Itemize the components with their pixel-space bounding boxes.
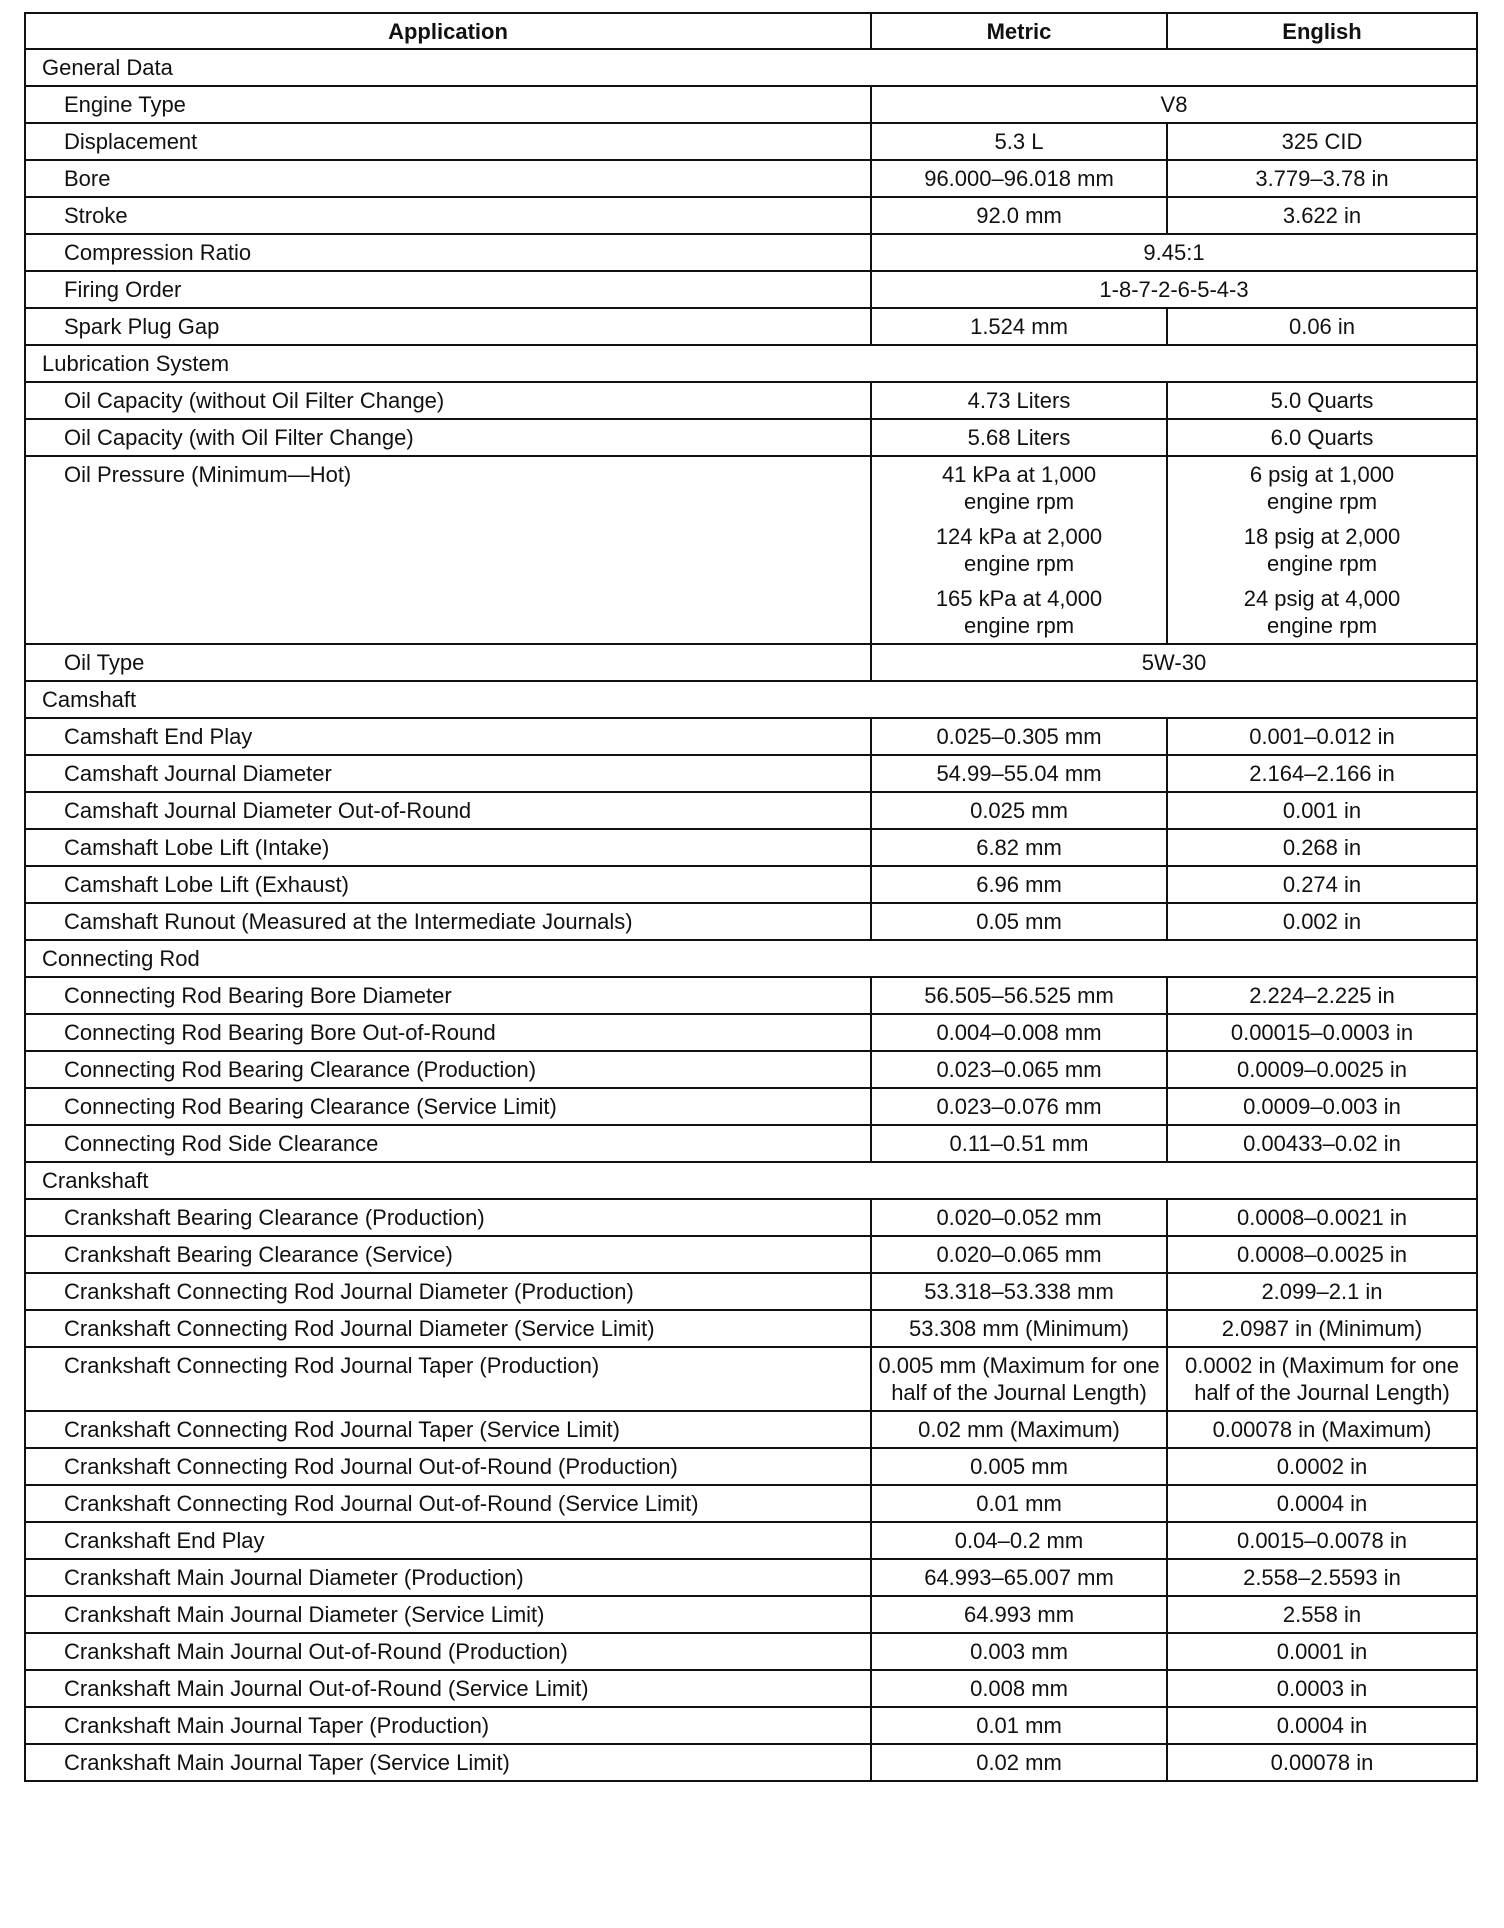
section-title: Connecting Rod	[25, 940, 1477, 977]
metric-value: 0.005 mm	[871, 1448, 1167, 1485]
table-row	[25, 792, 1477, 829]
english-value: 3.622 in	[1167, 197, 1477, 234]
metric-value: 0.004–0.008 mm	[871, 1014, 1167, 1051]
metric-value: 0.01 mm	[871, 1485, 1167, 1522]
row-label: Oil Capacity (with Oil Filter Change)	[25, 419, 871, 456]
english-value: 2.558 in	[1167, 1596, 1477, 1633]
metric-line: 165 kPa at 4,000	[935, 586, 1103, 611]
row-label: Connecting Rod Side Clearance	[25, 1125, 871, 1162]
row-label: Oil Type	[25, 644, 871, 681]
section-title: General Data	[25, 49, 1477, 86]
english-value: 0.0015–0.0078 in	[1167, 1522, 1477, 1559]
english-line: 24 psig at 4,000	[1243, 586, 1401, 611]
metric-value: 0.020–0.052 mm	[871, 1199, 1167, 1236]
table-row	[25, 123, 1477, 160]
table-row	[25, 456, 1477, 644]
section-crankshaft	[25, 1162, 1477, 1199]
table-row	[25, 1236, 1477, 1273]
metric-value: 0.005 mm (Maximum for one half of the Journal Length)	[871, 1347, 1167, 1411]
table-row	[25, 1559, 1477, 1596]
metric-value: 0.008 mm	[871, 1670, 1167, 1707]
metric-value: 64.993 mm	[871, 1596, 1167, 1633]
metric-value: 1.524 mm	[871, 308, 1167, 345]
section-title: Lubrication System	[25, 345, 1477, 382]
row-label: Engine Type	[25, 86, 871, 123]
metric-value: 5.3 L	[871, 123, 1167, 160]
english-value: 3.779–3.78 in	[1167, 160, 1477, 197]
table-row	[25, 1670, 1477, 1707]
english-value: 0.00433–0.02 in	[1167, 1125, 1477, 1162]
section-connecting-rod	[25, 940, 1477, 977]
english-value: 0.00078 in (Maximum)	[1167, 1411, 1477, 1448]
english-value: 0.268 in	[1167, 829, 1477, 866]
table-row	[25, 977, 1477, 1014]
table-row	[25, 1088, 1477, 1125]
metric-value: 0.01 mm	[871, 1707, 1167, 1744]
english-value: 0.0008–0.0021 in	[1167, 1199, 1477, 1236]
table-row	[25, 419, 1477, 456]
english-value: 0.00078 in	[1167, 1744, 1477, 1781]
metric-value: 4.73 Liters	[871, 382, 1167, 419]
table-row	[25, 1744, 1477, 1781]
english-value: 6.0 Quarts	[1167, 419, 1477, 456]
row-label: Camshaft Journal Diameter	[25, 755, 871, 792]
engine-spec-table	[24, 12, 1478, 1782]
metric-value: 64.993–65.007 mm	[871, 1559, 1167, 1596]
row-label: Displacement	[25, 123, 871, 160]
row-label: Crankshaft Main Journal Diameter (Service Limit)	[25, 1596, 871, 1633]
row-label: Crankshaft Bearing Clearance (Production)	[25, 1199, 871, 1236]
metric-value: 0.023–0.076 mm	[871, 1088, 1167, 1125]
table-row	[25, 1014, 1477, 1051]
english-value: 0.0001 in	[1167, 1633, 1477, 1670]
metric-value: 53.308 mm (Minimum)	[871, 1310, 1167, 1347]
table-row	[25, 1347, 1477, 1411]
metric-value: 0.05 mm	[871, 903, 1167, 940]
english-value: 0.0008–0.0025 in	[1167, 1236, 1477, 1273]
table-row	[25, 160, 1477, 197]
english-value: 5.0 Quarts	[1167, 382, 1477, 419]
english-value: 0.0009–0.003 in	[1167, 1088, 1477, 1125]
english-line: engine rpm	[1266, 489, 1378, 514]
metric-value: 0.02 mm (Maximum)	[871, 1411, 1167, 1448]
english-value: 0.0004 in	[1167, 1707, 1477, 1744]
english-value: 2.558–2.5593 in	[1167, 1559, 1477, 1596]
row-label: Oil Pressure (Minimum—Hot)	[25, 456, 871, 644]
table-row	[25, 755, 1477, 792]
table-row	[25, 866, 1477, 903]
metric-value: 6.96 mm	[871, 866, 1167, 903]
row-label: Crankshaft Connecting Rod Journal Taper (Service Limit)	[25, 1411, 871, 1448]
english-value: 2.099–2.1 in	[1167, 1273, 1477, 1310]
english-value: 2.0987 in (Minimum)	[1167, 1310, 1477, 1347]
table-row	[25, 86, 1477, 123]
metric-value: 6.82 mm	[871, 829, 1167, 866]
english-value: 0.001–0.012 in	[1167, 718, 1477, 755]
metric-value: 0.025 mm	[871, 792, 1167, 829]
table-row	[25, 1633, 1477, 1670]
english-value: 0.0002 in	[1167, 1448, 1477, 1485]
section-title: Crankshaft	[25, 1162, 1477, 1199]
row-label: Camshaft Lobe Lift (Exhaust)	[25, 866, 871, 903]
english-line: engine rpm	[1266, 551, 1378, 576]
english-value: 0.06 in	[1167, 308, 1477, 345]
row-value: 9.45:1	[871, 234, 1477, 271]
row-label: Crankshaft Main Journal Out-of-Round (Production)	[25, 1633, 871, 1670]
section-lubrication-system	[25, 345, 1477, 382]
metric-line: engine rpm	[963, 489, 1075, 514]
english-value: 0.0009–0.0025 in	[1167, 1051, 1477, 1088]
row-label: Compression Ratio	[25, 234, 871, 271]
header-metric: Metric	[871, 13, 1167, 49]
table-header-row	[25, 13, 1477, 49]
section-title: Camshaft	[25, 681, 1477, 718]
row-label: Crankshaft Connecting Rod Journal Out-of-Round (Service Limit)	[25, 1485, 871, 1522]
table-row	[25, 1522, 1477, 1559]
row-label: Connecting Rod Bearing Clearance (Service Limit)	[25, 1088, 871, 1125]
metric-value: 96.000–96.018 mm	[871, 160, 1167, 197]
english-value: 0.00015–0.0003 in	[1167, 1014, 1477, 1051]
metric-value: 0.003 mm	[871, 1633, 1167, 1670]
table-row	[25, 1707, 1477, 1744]
header-english: English	[1167, 13, 1477, 49]
table-row	[25, 903, 1477, 940]
table-row	[25, 1199, 1477, 1236]
row-label: Stroke	[25, 197, 871, 234]
row-label: Camshaft End Play	[25, 718, 871, 755]
metric-line: 124 kPa at 2,000	[935, 524, 1103, 549]
metric-value: 92.0 mm	[871, 197, 1167, 234]
metric-line: 41 kPa at 1,000	[941, 462, 1097, 487]
english-value: 325 CID	[1167, 123, 1477, 160]
table-row	[25, 1448, 1477, 1485]
metric-value: 5.68 Liters	[871, 419, 1167, 456]
row-label: Crankshaft End Play	[25, 1522, 871, 1559]
row-label: Crankshaft Main Journal Taper (Service Limit)	[25, 1744, 871, 1781]
english-line: 18 psig at 2,000	[1243, 524, 1401, 549]
table-row	[25, 1125, 1477, 1162]
table-row	[25, 197, 1477, 234]
table-row	[25, 1485, 1477, 1522]
row-label: Crankshaft Connecting Rod Journal Out-of-Round (Production)	[25, 1448, 871, 1485]
metric-value: 0.02 mm	[871, 1744, 1167, 1781]
table-row	[25, 308, 1477, 345]
english-value: 0.001 in	[1167, 792, 1477, 829]
metric-value: 0.023–0.065 mm	[871, 1051, 1167, 1088]
row-label: Connecting Rod Bearing Clearance (Production)	[25, 1051, 871, 1088]
section-camshaft	[25, 681, 1477, 718]
english-value: 0.0003 in	[1167, 1670, 1477, 1707]
row-value: 5W-30	[871, 644, 1477, 681]
row-label: Crankshaft Connecting Rod Journal Taper (Production)	[25, 1347, 871, 1411]
table-row	[25, 234, 1477, 271]
english-value: 0.0004 in	[1167, 1485, 1477, 1522]
metric-value: 53.318–53.338 mm	[871, 1273, 1167, 1310]
row-label: Camshaft Lobe Lift (Intake)	[25, 829, 871, 866]
row-value: 1-8-7-2-6-5-4-3	[871, 271, 1477, 308]
table-row	[25, 271, 1477, 308]
row-label: Crankshaft Main Journal Diameter (Production)	[25, 1559, 871, 1596]
row-label: Bore	[25, 160, 871, 197]
english-value: 2.164–2.166 in	[1167, 755, 1477, 792]
table-row	[25, 829, 1477, 866]
row-value: V8	[871, 86, 1477, 123]
row-label: Oil Capacity (without Oil Filter Change)	[25, 382, 871, 419]
table-row	[25, 1273, 1477, 1310]
row-label: Crankshaft Connecting Rod Journal Diameter (Production)	[25, 1273, 871, 1310]
row-label: Crankshaft Connecting Rod Journal Diameter (Service Limit)	[25, 1310, 871, 1347]
metric-value: 0.04–0.2 mm	[871, 1522, 1167, 1559]
table-row	[25, 1051, 1477, 1088]
metric-value: 0.11–0.51 mm	[871, 1125, 1167, 1162]
english-value: 2.224–2.225 in	[1167, 977, 1477, 1014]
row-label: Camshaft Runout (Measured at the Intermediate Journals)	[25, 903, 871, 940]
table-row	[25, 644, 1477, 681]
english-value: 0.274 in	[1167, 866, 1477, 903]
table-row	[25, 1411, 1477, 1448]
row-label: Connecting Rod Bearing Bore Diameter	[25, 977, 871, 1014]
metric-value: 0.020–0.065 mm	[871, 1236, 1167, 1273]
english-value	[1167, 456, 1477, 644]
table-row	[25, 382, 1477, 419]
metric-line: engine rpm	[963, 613, 1075, 638]
metric-value: 0.025–0.305 mm	[871, 718, 1167, 755]
english-line: 6 psig at 1,000	[1249, 462, 1395, 487]
english-value: 0.0002 in (Maximum for one half of the Journal Length)	[1167, 1347, 1477, 1411]
english-line: engine rpm	[1266, 613, 1378, 638]
row-label: Camshaft Journal Diameter Out-of-Round	[25, 792, 871, 829]
english-value: 0.002 in	[1167, 903, 1477, 940]
row-label: Crankshaft Main Journal Out-of-Round (Service Limit)	[25, 1670, 871, 1707]
header-application: Application	[25, 13, 871, 49]
row-label: Firing Order	[25, 271, 871, 308]
row-label: Crankshaft Bearing Clearance (Service)	[25, 1236, 871, 1273]
table-row	[25, 1310, 1477, 1347]
row-label: Connecting Rod Bearing Bore Out-of-Round	[25, 1014, 871, 1051]
metric-value: 54.99–55.04 mm	[871, 755, 1167, 792]
row-label: Spark Plug Gap	[25, 308, 871, 345]
metric-value: 56.505–56.525 mm	[871, 977, 1167, 1014]
metric-value	[871, 456, 1167, 644]
metric-line: engine rpm	[963, 551, 1075, 576]
table-row	[25, 718, 1477, 755]
row-label: Crankshaft Main Journal Taper (Production)	[25, 1707, 871, 1744]
section-general-data	[25, 49, 1477, 86]
table-row	[25, 1596, 1477, 1633]
